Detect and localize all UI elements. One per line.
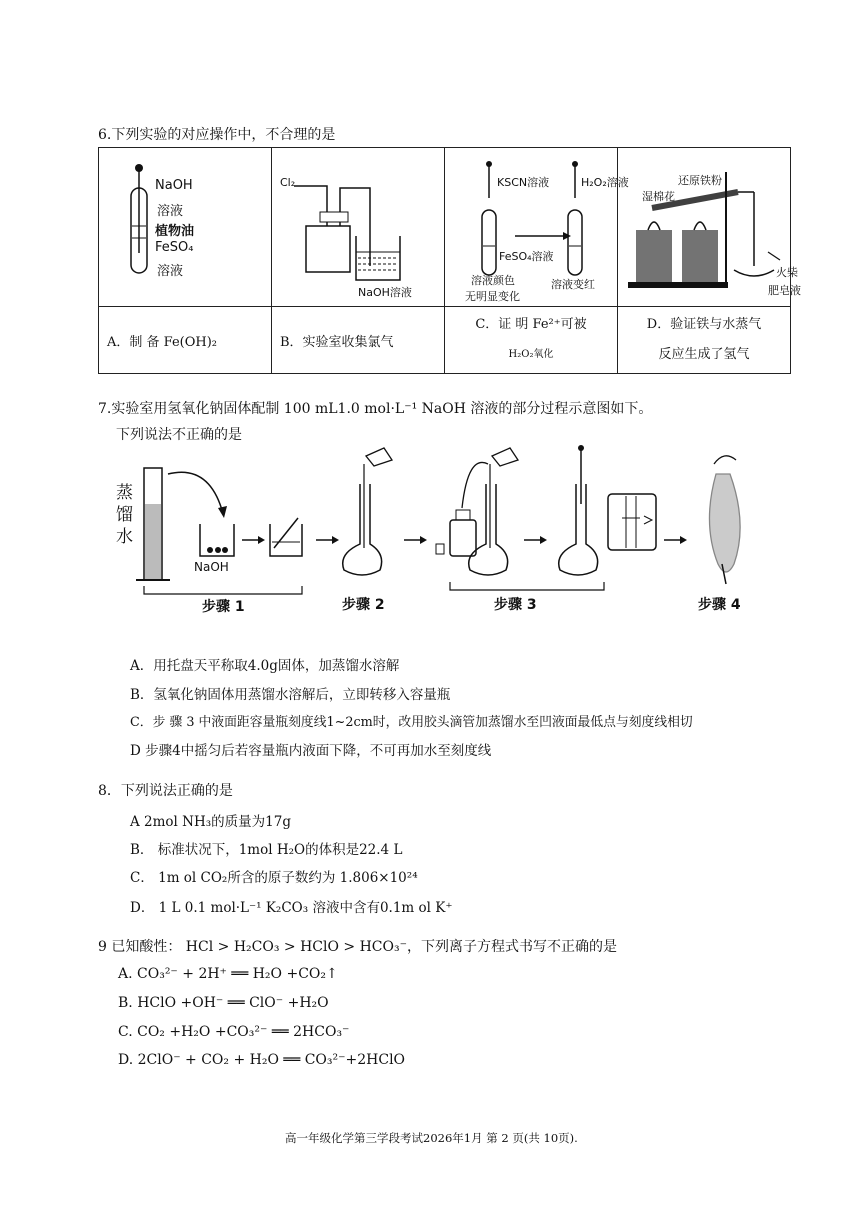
cl2-label: Cl₂ bbox=[280, 176, 296, 189]
step-1-label: 步骤 1 bbox=[202, 599, 245, 615]
q7-option-d: D 步骤4中摇匀后若容量瓶内液面下降，不可再加水至刻度线 bbox=[130, 743, 492, 759]
q6-caption-c-line2: H₂O₂氧化 bbox=[508, 349, 554, 360]
solution-label: 溶液 bbox=[157, 204, 184, 219]
q6-caption-c-line1: C．证 明 Fe²⁺可被 bbox=[475, 317, 587, 332]
page-footer: 高一年级化学第三学段考试2026年1月 第 2 页(共 10页). bbox=[285, 1131, 578, 1145]
q9-option-a: A. CO₃²⁻ + 2H⁺ ══ H₂O +CO₂↑ bbox=[118, 966, 338, 982]
naoh-label: NaOH bbox=[155, 178, 193, 193]
solution-prep-diagram bbox=[108, 444, 760, 620]
q7-option-c: C．步 骤 3 中液面距容量瓶刻度线1~2cm时，改用胶头滴管加蒸馏水至凹液面最低点与刻度线相切 bbox=[130, 715, 693, 730]
step-4-label: 步骤 4 bbox=[698, 597, 741, 613]
q6-table bbox=[98, 147, 801, 374]
solution-label-2: 溶液 bbox=[157, 264, 184, 279]
step-3-label: 步骤 3 bbox=[494, 597, 537, 613]
water-label-2: 馏 bbox=[116, 505, 133, 525]
q7-title: 7.实验室用氢氧化钠固体配制 100 mL1.0 mol·L⁻¹ NaOH 溶液的部分过程示意图如下。 bbox=[98, 401, 653, 417]
q6-caption-b: B．实验室收集氯气 bbox=[272, 307, 445, 374]
q8-option-c: C． 1m ol CO₂所含的原子数约为 1.806×10²⁴ bbox=[130, 870, 418, 886]
turns-red-label: 溶液变红 bbox=[551, 278, 595, 291]
q8-option-d: D． 1 L 0.1 mol·L⁻¹ K₂CO₃ 溶液中含有0.1m ol K⁺ bbox=[130, 900, 453, 916]
q7-figure bbox=[108, 444, 760, 620]
naoh-solution-label: NaOH溶液 bbox=[358, 286, 412, 299]
feso4-solution-label: FeSO₄溶液 bbox=[499, 250, 554, 263]
oil-label: 植物油 bbox=[155, 224, 195, 239]
q9-title: 9 已知酸性： HCl > H₂CO₃ > HClO > HCO₃⁻，下列离子方程式书写不正确的是 bbox=[98, 939, 617, 955]
h2o2-label: H₂O₂溶液 bbox=[581, 176, 629, 189]
q9-option-d: D. 2ClO⁻ + CO₂ + H₂O ══ CO₃²⁻+2HClO bbox=[118, 1052, 406, 1068]
q7-option-a: A．用托盘天平称取4.0g固体，加蒸馏水溶解 bbox=[130, 658, 400, 674]
q6-caption-c bbox=[445, 307, 618, 374]
q7-subtitle: 下列说法不正确的是 bbox=[116, 427, 242, 443]
q9-option-b: B. HClO +OH⁻ ══ ClO⁻ +H₂O bbox=[118, 995, 329, 1011]
water-label-1: 蒸 bbox=[116, 483, 133, 503]
q6-cell-a-figure bbox=[99, 148, 272, 307]
kscn-label: KSCN溶液 bbox=[497, 176, 550, 189]
q8-option-a: A 2mol NH₃的质量为17g bbox=[130, 814, 291, 830]
gas-bottle-figure bbox=[272, 148, 424, 306]
color-label: 溶液颜色 bbox=[471, 274, 515, 287]
soap-label: 肥皂液 bbox=[768, 284, 801, 297]
q8-title: 8．下列说法正确的是 bbox=[98, 783, 233, 799]
q6-cell-b-figure bbox=[272, 148, 445, 307]
feso4-label: FeSO₄ bbox=[155, 240, 194, 255]
q7-option-b: B．氢氧化钠固体用蒸馏水溶解后，立即转移入容量瓶 bbox=[130, 687, 451, 703]
q6-title: 6.下列实验的对应操作中，不合理的是 bbox=[98, 127, 336, 143]
q6-caption-d bbox=[618, 307, 791, 374]
wet-cotton-label: 湿棉花 bbox=[642, 190, 675, 203]
q6-caption-d-line1: D．验证铁与水蒸气 bbox=[646, 317, 762, 332]
q6-caption-d-line2: 反应生成了氢气 bbox=[658, 347, 750, 362]
q8-option-b: B． 标准状况下，1mol H₂O的体积是22.4 L bbox=[130, 842, 403, 858]
iron-powder-label: 还原铁粉 bbox=[678, 174, 722, 187]
q6-cell-c-figure bbox=[445, 148, 629, 307]
q6-caption-a: A．制 备 Fe(OH)₂ bbox=[99, 307, 272, 374]
water-label-3: 水 bbox=[116, 527, 133, 547]
no-change-label: 无明显变化 bbox=[465, 290, 520, 303]
match-label: 火柴 bbox=[776, 266, 798, 279]
q9-option-c: C. CO₂ +H₂O +CO₃²⁻ ══ 2HCO₃⁻ bbox=[118, 1024, 350, 1040]
step-2-label: 步骤 2 bbox=[342, 597, 385, 613]
naoh-solid-label: NaOH bbox=[194, 560, 229, 574]
q6-cell-d-figure bbox=[618, 148, 801, 307]
